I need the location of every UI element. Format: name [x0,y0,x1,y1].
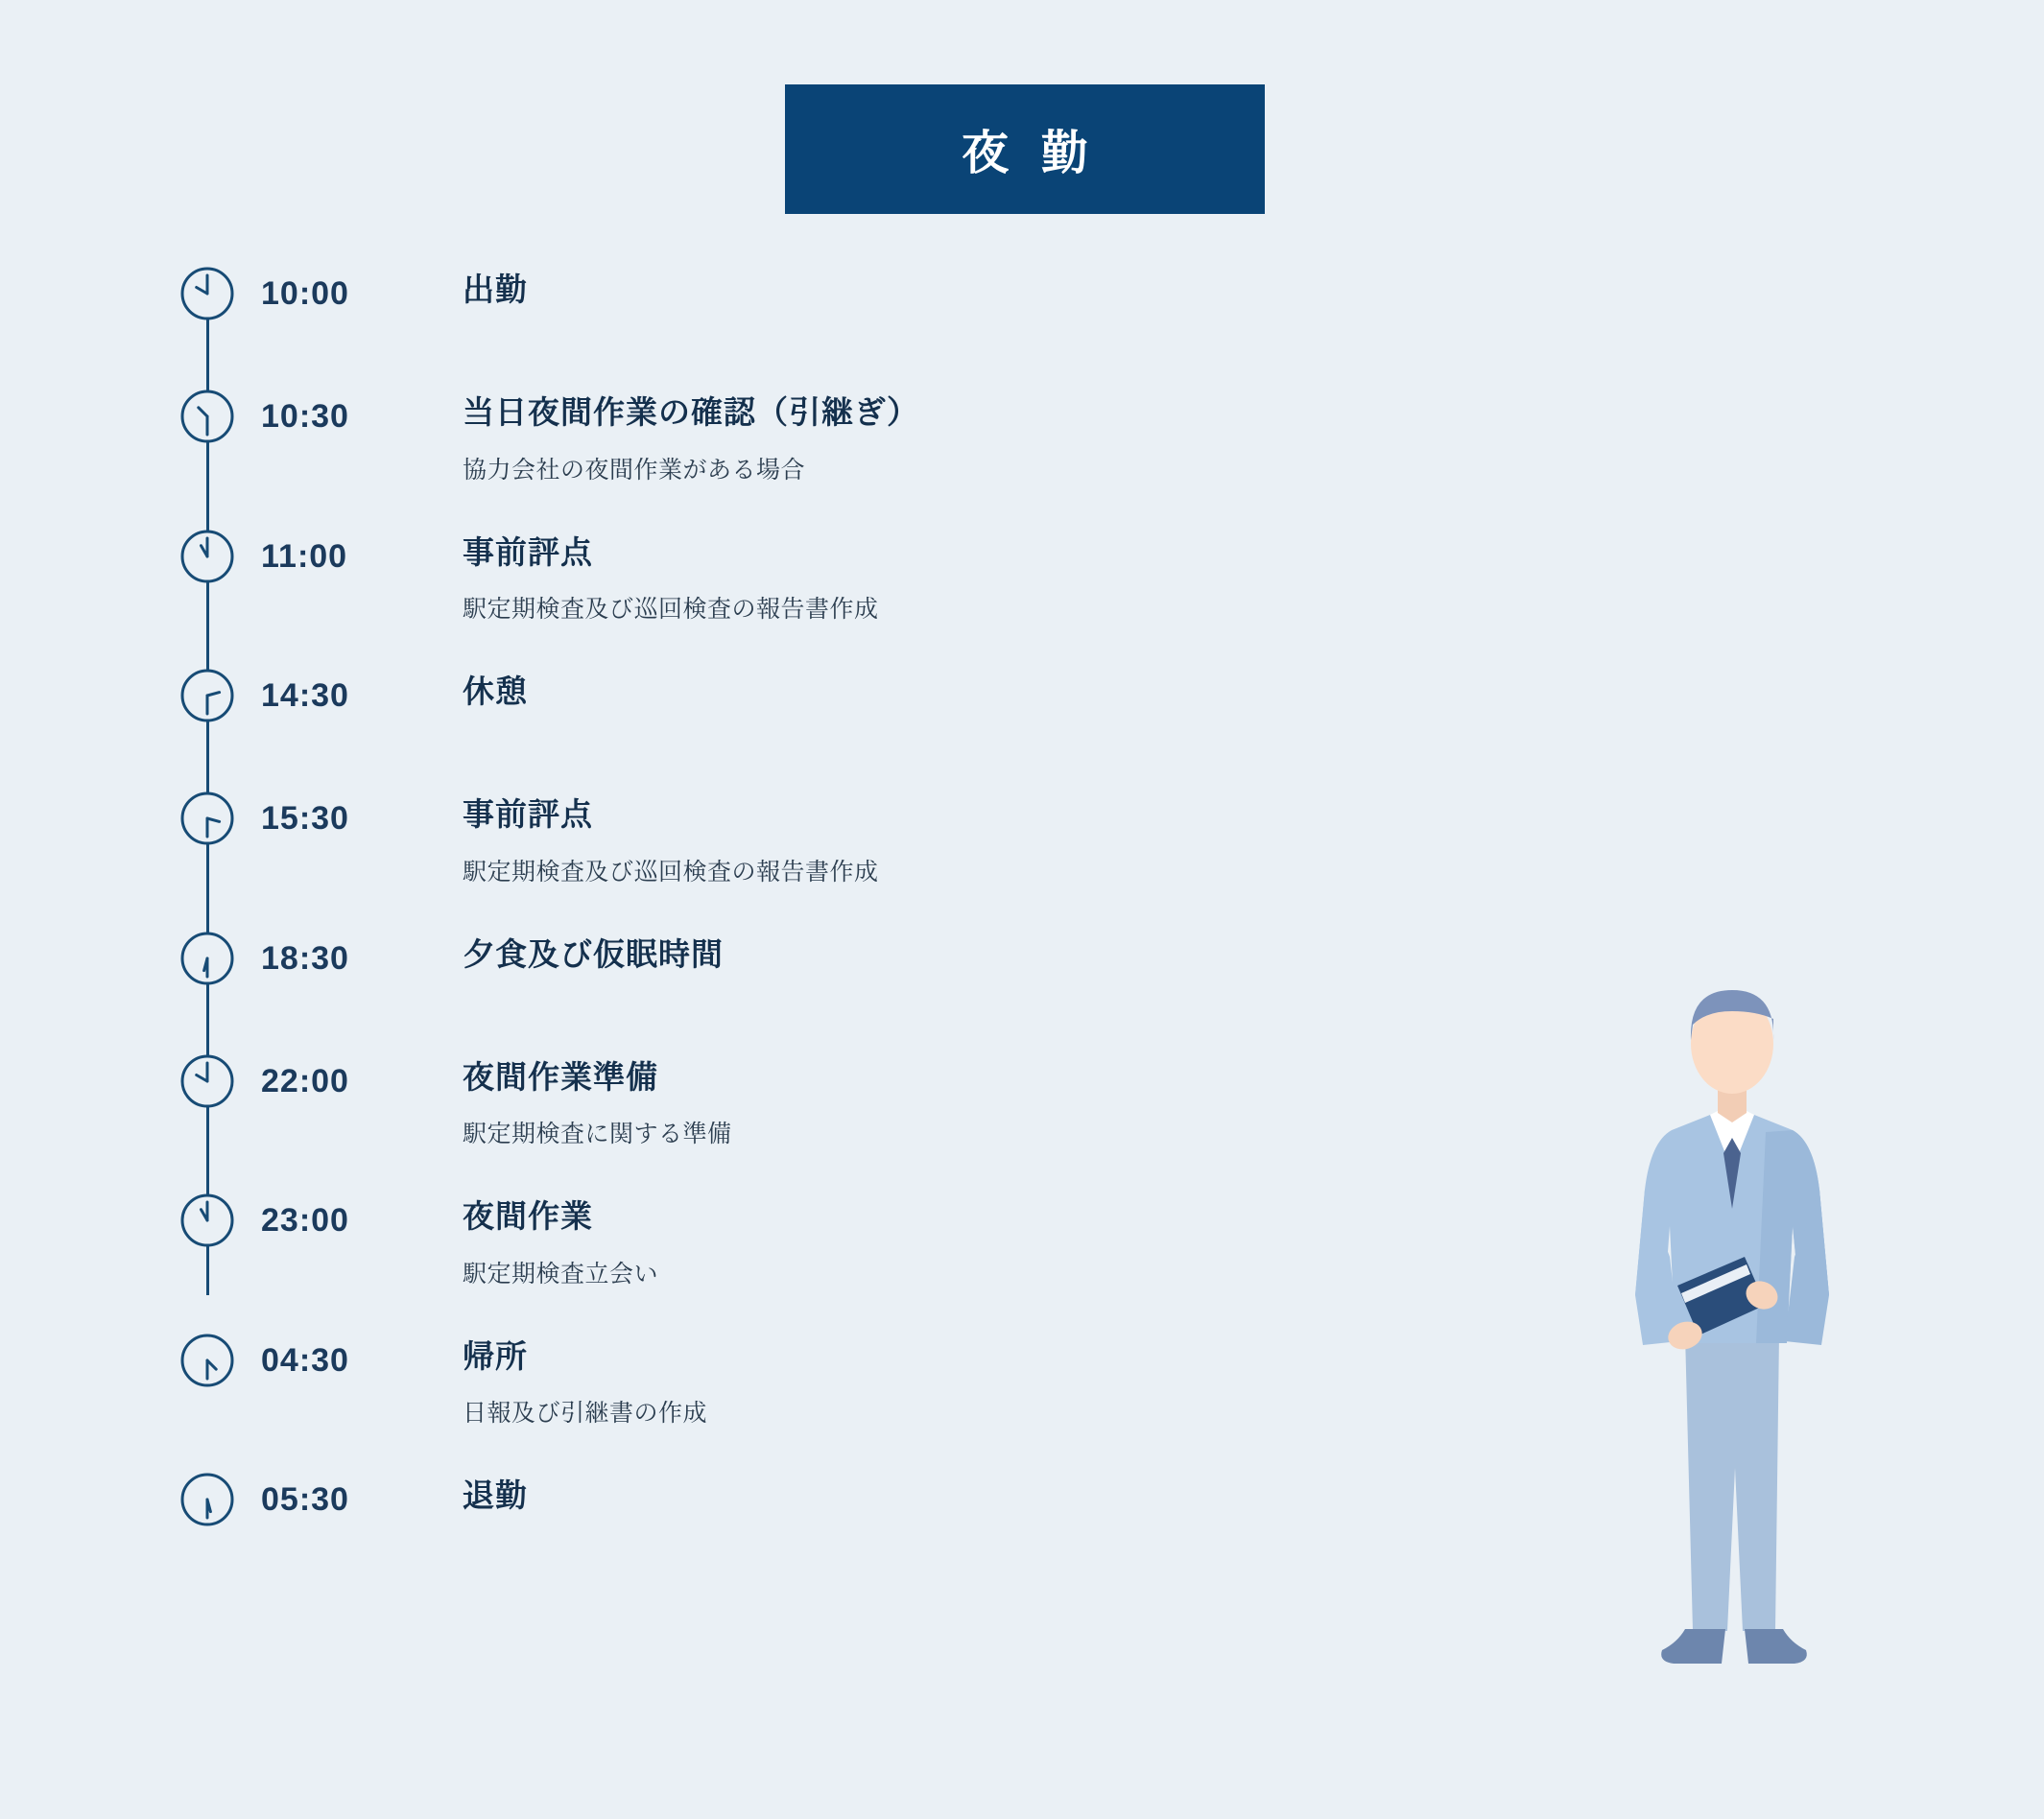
clock-icon [171,1045,244,1118]
timeline-content [463,782,1226,889]
timeline-content [463,380,1226,487]
timeline-title: 夜間作業 [463,1198,593,1235]
clock-icon [171,1184,244,1257]
timeline-content [463,1324,1226,1431]
timeline-description: 駅定期検査立会い [463,1260,659,1287]
timeline-time: 11:00 [261,537,348,575]
timeline-time: 18:30 [261,939,349,977]
clock-icon [171,922,244,995]
timeline-content [463,1463,1226,1518]
timeline-title: 退勤 [463,1477,528,1514]
timeline-row-0430 [171,1324,1226,1431]
timeline-row-1100 [171,520,1226,627]
timeline-description: 駅定期検査及び巡回検査の報告書作成 [463,596,879,624]
timeline-row-2200 [171,1045,1226,1152]
timeline-row-0530 [171,1463,1226,1536]
page-title: 夜 勤 [962,127,1098,179]
timeline-row-1030 [171,380,1226,487]
timeline-row-2300 [171,1184,1226,1291]
timeline-title: 夕食及び仮眠時間 [463,935,724,972]
timeline-row-1000 [171,257,1226,330]
timeline-title: 事前評点 [463,796,593,833]
timeline-description: 駅定期検査及び巡回検査の報告書作成 [463,858,879,886]
clock-icon [171,257,244,330]
clock-icon [171,1463,244,1536]
timeline-content [463,520,1226,627]
timeline-description: 協力会社の夜間作業がある場合 [463,456,806,484]
timeline-content [463,1184,1226,1291]
timeline-time: 14:30 [261,677,349,715]
timeline-row-1830 [171,922,1226,995]
clock-icon [171,520,244,593]
timeline-content [463,257,1226,312]
timeline-time: 04:30 [261,1341,349,1379]
timeline-title: 当日夜間作業の確認（引継ぎ） [463,394,919,430]
timeline-time: 15:30 [261,800,349,838]
timeline-description: 駅定期検査に関する準備 [463,1121,732,1148]
timeline-content [463,1045,1226,1152]
timeline-title: 事前評点 [463,533,593,570]
timeline-title: 夜間作業準備 [463,1058,658,1095]
timeline-time: 10:00 [261,275,349,312]
timeline-time: 05:30 [261,1481,349,1519]
clock-icon [171,1324,244,1397]
timeline-description: 日報及び引継書の作成 [463,1400,708,1428]
timeline-content [463,659,1226,714]
timeline-time: 10:30 [261,398,349,435]
shift-timeline [171,257,1226,1586]
timeline-row-1530 [171,782,1226,889]
timeline-time: 22:00 [261,1062,349,1099]
timeline-row-1430 [171,659,1226,732]
timeline-content [463,922,1226,977]
timeline-title: 帰所 [463,1337,528,1374]
page-title-banner [785,84,1265,214]
clock-icon [171,380,244,453]
clock-icon [171,659,244,732]
timeline-time: 23:00 [261,1202,349,1240]
timeline-title: 出勤 [463,272,528,307]
clock-icon [171,782,244,855]
businessman-illustration [1622,969,1842,1736]
timeline-title: 休憩 [463,673,528,710]
